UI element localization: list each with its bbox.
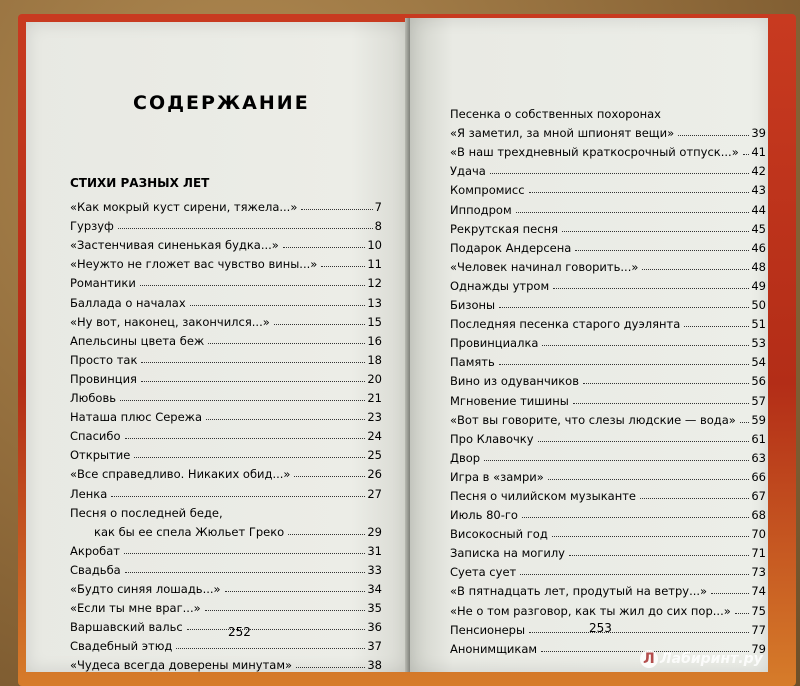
toc-entry — [450, 159, 766, 178]
toc-entry-page: 45 — [751, 221, 766, 236]
toc-entry — [450, 369, 766, 388]
toc-entry-title: Наташа плюс Сережа — [70, 410, 203, 425]
toc-entry-title: Ипподром — [450, 202, 512, 217]
toc-entry — [450, 446, 766, 465]
toc-entry-page: 29 — [367, 524, 382, 539]
toc-entry — [70, 233, 382, 252]
toc-entry-page: 35 — [367, 601, 382, 616]
toc-entry-title: Рекрутская песня — [450, 221, 559, 236]
toc-leader-dots — [140, 285, 366, 286]
toc-entry-title: Баллада о началах — [70, 295, 186, 310]
toc-entry-page: 77 — [751, 622, 766, 637]
toc-leader-dots — [208, 343, 365, 344]
left-contents-list — [70, 195, 382, 672]
toc-entry-title: Романтики — [70, 276, 136, 291]
toc-entry-page: 73 — [751, 565, 766, 580]
toc-entry-page: 26 — [367, 467, 382, 482]
toc-entry-page: 31 — [367, 543, 382, 558]
toc-entry-page: 23 — [367, 410, 382, 425]
toc-leader-dots — [640, 498, 749, 499]
toc-entry-title: «Человек начинал говорить...» — [450, 259, 639, 274]
toc-entry — [70, 443, 382, 462]
toc-entry-title: Песенка о собственных похоронах — [450, 107, 661, 122]
toc-entry-title: Последняя песенка старого дуэлянта — [450, 317, 681, 332]
toc-entry — [450, 427, 766, 446]
toc-entry-page: 20 — [367, 371, 382, 386]
toc-entry-title: Июль 80-го — [450, 508, 518, 523]
toc-entry-title: Однажды утром — [450, 278, 550, 293]
toc-entry-page: 48 — [751, 259, 766, 274]
toc-entry-page: 24 — [367, 429, 382, 444]
toc-entry-title: «В пятнадцать лет, продутый на ветру...» — [450, 584, 708, 599]
toc-entry — [450, 255, 766, 274]
toc-entry-page: 25 — [367, 448, 382, 463]
toc-entry-title: Варшавский вальс — [70, 620, 183, 635]
contents-heading: СОДЕРЖАНИЕ — [133, 92, 310, 114]
toc-leader-dots — [684, 326, 749, 327]
toc-entry — [70, 271, 382, 290]
toc-entry-title: «Если ты мне враг...» — [70, 601, 201, 616]
toc-entry — [70, 653, 382, 672]
toc-leader-dots — [520, 574, 749, 575]
toc-entry-title: Про Клавочку — [450, 431, 534, 446]
toc-entry-title: «Вот вы говорите, что слезы людские — вода» — [450, 412, 736, 427]
toc-entry-page: 18 — [367, 352, 382, 367]
toc-entry-title: Любовь — [70, 391, 117, 406]
toc-entry — [70, 520, 382, 539]
toc-entry-title: «Ну вот, наконец, закончился...» — [70, 314, 270, 329]
toc-leader-dots — [538, 441, 750, 442]
toc-leader-dots — [294, 476, 365, 477]
toc-leader-dots — [111, 496, 365, 497]
toc-entry-page: 8 — [374, 219, 382, 234]
toc-entry — [70, 634, 382, 653]
toc-entry-title: Провинциалка — [450, 336, 539, 351]
toc-entry — [70, 290, 382, 309]
toc-leader-dots — [499, 364, 750, 365]
toc-entry — [450, 484, 766, 503]
toc-leader-dots — [296, 667, 365, 668]
toc-entry-page: 49 — [751, 278, 766, 293]
toc-leader-dots — [134, 457, 365, 458]
toc-entry-title: как бы ее спела Жюльет Греко — [94, 524, 285, 539]
toc-leader-dots — [205, 610, 366, 611]
toc-entry — [450, 598, 766, 617]
toc-entry-page: 70 — [751, 527, 766, 542]
toc-entry-title: Свадебный этюд — [70, 639, 173, 654]
toc-entry-page: 7 — [374, 200, 382, 215]
toc-entry — [450, 178, 766, 197]
toc-leader-dots — [124, 553, 365, 554]
toc-entry — [450, 579, 766, 598]
toc-leader-dots — [678, 135, 749, 136]
toc-entry-title: Пенсионеры — [450, 622, 526, 637]
toc-entry-title: Записка на могилу — [450, 546, 565, 561]
toc-entry — [70, 462, 382, 481]
toc-entry-title: Суета сует — [450, 565, 517, 580]
toc-entry-page: 11 — [367, 257, 382, 272]
toc-entry-title: Анонимщикам — [450, 641, 538, 656]
toc-leader-dots — [583, 383, 749, 384]
toc-leader-dots — [141, 362, 365, 363]
toc-entry-title: Бизоны — [450, 298, 496, 313]
toc-entry-title: «В наш трехдневный краткосрочный отпуск...» — [450, 145, 739, 160]
toc-entry-page: 79 — [751, 641, 766, 656]
toc-entry — [70, 329, 382, 348]
toc-entry-page: 37 — [367, 639, 382, 654]
toc-leader-dots — [711, 593, 749, 594]
toc-entry-page: 12 — [367, 276, 382, 291]
watermark-text: Лабиринт.ру — [660, 651, 763, 667]
toc-leader-dots — [740, 422, 750, 423]
toc-entry-page: 50 — [751, 298, 766, 313]
toc-entry-page: 46 — [751, 240, 766, 255]
toc-entry-title: Память — [450, 355, 495, 370]
toc-entry-page: 56 — [751, 374, 766, 389]
toc-entry-title: Песня о последней беде, — [70, 505, 223, 520]
toc-entry-page: 10 — [367, 238, 382, 253]
toc-entry — [70, 405, 382, 424]
toc-entry-title: Акробат — [70, 543, 120, 558]
toc-entry-page: 67 — [751, 488, 766, 503]
toc-leader-dots — [120, 400, 365, 401]
toc-entry-title: «Чудеса всегда доверены минутам» — [70, 658, 293, 673]
toc-entry — [70, 596, 382, 615]
toc-entry-page: 13 — [367, 295, 382, 310]
right-contents-list — [450, 102, 766, 656]
toc-entry — [70, 481, 382, 500]
toc-entry-title: Компромисс — [450, 183, 525, 198]
toc-entry — [450, 312, 766, 331]
toc-leader-dots — [548, 479, 750, 480]
toc-entry — [450, 236, 766, 255]
toc-entry-page: 21 — [367, 391, 382, 406]
toc-leader-dots — [529, 192, 750, 193]
toc-entry — [70, 367, 382, 386]
toc-entry-title: Провинция — [70, 371, 137, 386]
toc-entry-page: 75 — [751, 603, 766, 618]
toc-entry-title: «Все справедливо. Никаких обид...» — [70, 467, 291, 482]
toc-entry-title: Спасибо — [70, 429, 121, 444]
toc-entry — [450, 522, 766, 541]
toc-leader-dots — [542, 345, 749, 346]
toc-entry-page: 41 — [751, 145, 766, 160]
toc-entry-page: 59 — [751, 412, 766, 427]
toc-leader-dots — [190, 305, 366, 306]
toc-entry-title: Удача — [450, 164, 486, 179]
toc-entry — [70, 310, 382, 329]
toc-leader-dots — [274, 324, 366, 325]
toc-entry — [450, 350, 766, 369]
toc-entry-page: 74 — [751, 584, 766, 599]
toc-leader-dots — [573, 403, 749, 404]
toc-entry-page: 33 — [367, 562, 382, 577]
toc-leader-dots — [206, 419, 365, 420]
toc-leader-dots — [484, 460, 749, 461]
toc-leader-dots — [735, 613, 750, 614]
toc-leader-dots — [575, 250, 749, 251]
toc-leader-dots — [321, 266, 365, 267]
toc-leader-dots — [125, 572, 366, 573]
toc-entry-title: Игра в «замри» — [450, 469, 544, 484]
toc-entry — [450, 503, 766, 522]
toc-entry — [450, 560, 766, 579]
toc-entry-title: Вино из одуванчиков — [450, 374, 579, 389]
toc-entry-title: Двор — [450, 450, 481, 465]
toc-entry-title: Подарок Андерсена — [450, 240, 572, 255]
toc-entry-page: 43 — [751, 183, 766, 198]
toc-entry — [70, 501, 382, 520]
toc-entry — [450, 465, 766, 484]
toc-leader-dots — [288, 534, 365, 535]
toc-entry-title: Песня о чилийском музыканте — [450, 488, 636, 503]
toc-entry-page: 57 — [751, 393, 766, 408]
toc-leader-dots — [187, 629, 366, 630]
toc-leader-dots — [118, 228, 373, 229]
toc-entry — [450, 541, 766, 560]
toc-entry — [450, 102, 766, 121]
toc-entry-title: Високосный год — [450, 527, 548, 542]
toc-entry — [70, 424, 382, 443]
toc-leader-dots — [176, 648, 365, 649]
labirint-logo-icon: Л — [640, 650, 658, 668]
toc-entry-page: 63 — [751, 450, 766, 465]
toc-leader-dots — [490, 173, 750, 174]
toc-entry-page: 54 — [751, 355, 766, 370]
toc-leader-dots — [642, 269, 749, 270]
toc-entry-page: 68 — [751, 508, 766, 523]
toc-entry — [70, 214, 382, 233]
toc-leader-dots — [552, 536, 750, 537]
toc-leader-dots — [225, 591, 366, 592]
toc-entry-page: 16 — [367, 333, 382, 348]
toc-entry-page: 66 — [751, 469, 766, 484]
toc-entry — [70, 615, 382, 634]
toc-entry-title: Ленка — [70, 486, 108, 501]
toc-entry-title: Свадьба — [70, 562, 121, 577]
toc-entry-title: «Не о том разговор, как ты жил до сих пор...» — [450, 603, 731, 618]
toc-entry-page: 71 — [751, 546, 766, 561]
watermark-logo — [640, 650, 763, 668]
toc-entry — [450, 331, 766, 350]
toc-leader-dots — [141, 381, 365, 382]
toc-entry-page: 36 — [367, 620, 382, 635]
toc-leader-dots — [529, 632, 749, 633]
toc-leader-dots — [569, 555, 749, 556]
toc-entry — [70, 577, 382, 596]
toc-entry-title: Апельсины цвета беж — [70, 333, 205, 348]
toc-entry-page: 34 — [367, 581, 382, 596]
toc-leader-dots — [125, 438, 366, 439]
toc-leader-dots — [499, 307, 749, 308]
toc-entry-title: «Я заметил, за мной шпионят вещи» — [450, 126, 675, 141]
toc-entry-title: «Неужто не гложет вас чувство вины...» — [70, 257, 318, 272]
toc-entry — [450, 217, 766, 236]
toc-entry — [450, 293, 766, 312]
toc-entry — [70, 386, 382, 405]
toc-leader-dots — [743, 154, 750, 155]
right-page-number: 253 — [589, 621, 612, 635]
toc-leader-dots — [283, 247, 366, 248]
toc-entry-page: 51 — [751, 317, 766, 332]
toc-entry-page: 61 — [751, 431, 766, 446]
section-title: СТИХИ РАЗНЫХ ЛЕТ — [70, 176, 210, 190]
toc-entry-title: «Застенчивая синенькая будка...» — [70, 238, 279, 253]
toc-entry — [70, 558, 382, 577]
toc-entry-title: Гурзуф — [70, 219, 114, 234]
toc-entry-title: Открытие — [70, 448, 131, 463]
toc-entry — [450, 140, 766, 159]
toc-leader-dots — [301, 209, 372, 210]
toc-entry — [70, 539, 382, 558]
left-page-number: 252 — [228, 625, 251, 639]
toc-entry-title: Просто так — [70, 352, 138, 367]
toc-entry — [450, 408, 766, 427]
toc-entry-page: 38 — [367, 658, 382, 673]
toc-leader-dots — [516, 212, 750, 213]
toc-entry — [450, 121, 766, 140]
toc-leader-dots — [553, 288, 749, 289]
toc-entry — [450, 388, 766, 407]
toc-entry-title: «Как мокрый куст сирени, тяжела...» — [70, 200, 298, 215]
toc-entry — [70, 348, 382, 367]
toc-entry-page: 15 — [367, 314, 382, 329]
toc-entry — [450, 197, 766, 216]
toc-entry-page: 53 — [751, 336, 766, 351]
toc-entry — [450, 274, 766, 293]
toc-entry-page: 39 — [751, 126, 766, 141]
toc-entry-page: 44 — [751, 202, 766, 217]
toc-leader-dots — [562, 231, 749, 232]
toc-entry — [70, 252, 382, 271]
toc-entry-page: 42 — [751, 164, 766, 179]
toc-leader-dots — [522, 517, 749, 518]
toc-entry-page: 27 — [367, 486, 382, 501]
toc-entry-title: Мгновение тишины — [450, 393, 569, 408]
toc-entry — [70, 195, 382, 214]
toc-entry-title: «Будто синяя лошадь...» — [70, 581, 221, 596]
